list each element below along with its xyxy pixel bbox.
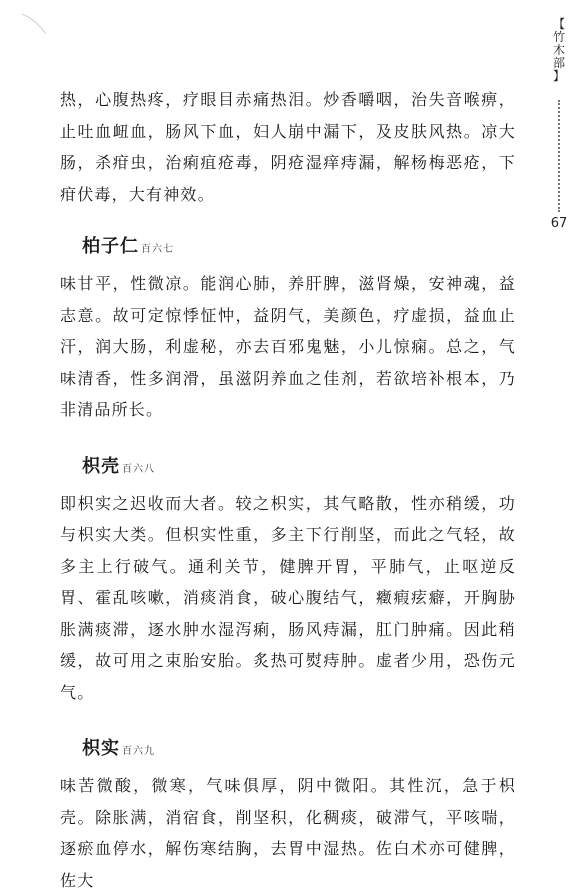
section-heading-zhishi bbox=[60, 734, 516, 760]
section-heading-baiziren bbox=[60, 232, 516, 258]
section-title: 柏子仁 bbox=[82, 236, 139, 257]
intro-paragraph: 热，心腹热疼，疗眼目赤痛热泪。炒香嚼咽，治失音喉痹，止吐血衄血，肠风下血，妇人崩中漏下，及皮肤风热。凉大肠，杀疳虫，治痢疽疮毒，阴疮湿痒痔漏，解杨梅恶疮，下疳伏毒，大有神效。 bbox=[60, 90, 516, 204]
section-title: 枳实 bbox=[82, 738, 120, 759]
section-paragraph-zhike: 即枳实之迟收而大者。较之枳实，其气略散，性亦稍缓，功与枳实大类。但枳实性重，多主下行削坚，而此之气轻，故多主上行破气。通利关节，健脾开胃，平肺气，止呕逆反胃、霍乱咳嗽，消痰消食，破心腹结气，癥瘕痃癖，开胸胁胀满痰滞，逐水肿水湿泻痢，肠风痔漏，肛门肿痛。因此稍缓，故可用之束胎安胎。炙热可熨痔肿。虚者少用，恐伤元气。 bbox=[60, 493, 516, 702]
chapter-tab bbox=[548, 18, 570, 83]
page-number: 67 bbox=[550, 216, 568, 231]
page-body bbox=[60, 84, 516, 896]
page-corner-mark bbox=[20, 10, 60, 40]
section-number: 百六八 bbox=[122, 463, 155, 475]
section-number: 百六九 bbox=[122, 746, 155, 757]
chapter-tab-close-bracket: 】 bbox=[552, 69, 565, 83]
section-title: 枳壳 bbox=[82, 455, 120, 477]
chapter-tab-open-bracket: 【 bbox=[552, 17, 565, 31]
section-number: 百六七 bbox=[141, 244, 174, 255]
dotted-leader-line bbox=[558, 100, 560, 212]
section-paragraph-zhishi: 味苦微酸，微寒，气味俱厚，阴中微阳。其性沉，急于枳壳。除胀满，消宿食，削坚积，化稠痰，破滞气，平咳喘，逐瘀血停水，解伤寒结胸，去胃中湿热。佐白术亦可健脾，佐大 bbox=[60, 776, 516, 890]
chapter-tab-char: 木 bbox=[552, 43, 565, 57]
side-margin bbox=[540, 18, 578, 248]
section-paragraph-baiziren: 味甘平，性微凉。能润心肺，养肝脾，滋肾燥，安神魂，益志意。故可定惊悸怔忡，益阴气，美颜色，疗虚损，益血止汗，润大肠，利虚秘，亦去百邪鬼魅，小儿惊痫。总之，气味清香，性多润滑，虽滋阴养血之佳剂，若欲培补根本，乃非清品所长。 bbox=[60, 274, 516, 419]
chapter-tab-char: 竹 bbox=[552, 30, 565, 44]
section-heading-zhike bbox=[60, 452, 516, 478]
chapter-tab-char: 部 bbox=[552, 56, 565, 70]
